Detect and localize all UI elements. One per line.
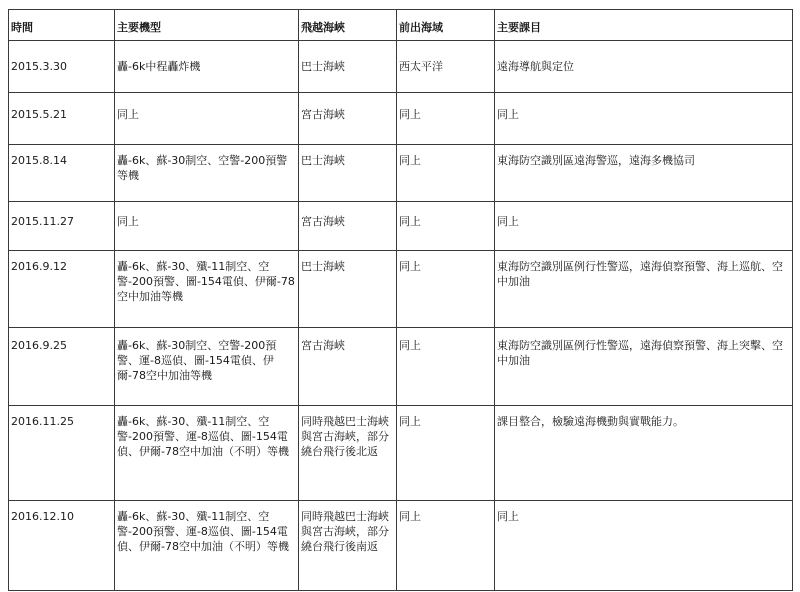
- flight-table: [8, 9, 793, 591]
- table-row: [9, 145, 793, 202]
- cell-aircraft: 同上: [115, 93, 299, 145]
- cell-strait: 同時飛越巴士海峽與宮古海峽，部分繞台飛行後北返: [299, 406, 397, 501]
- cell-aircraft: 轟-6k、蘇-30制空、空警-200預警、運-8巡偵、圖-154電偵、伊爾-78空中加油等機: [115, 328, 299, 406]
- cell-aircraft: 轟-6k、蘇-30制空、空警-200預警等機: [115, 145, 299, 202]
- cell-sea-area: 同上: [397, 501, 495, 591]
- cell-sea-area: 同上: [397, 145, 495, 202]
- table-header-row: [9, 10, 793, 41]
- cell-subjects: 東海防空識別區遠海警巡，遠海多機協司: [495, 145, 793, 202]
- cell-subjects: 遠海導航與定位: [495, 41, 793, 93]
- cell-strait: 同時飛越巴士海峽與宮古海峽，部分繞台飛行後南返: [299, 501, 397, 591]
- cell-time: 2015.5.21: [9, 93, 115, 145]
- cell-strait: 宮古海峽: [299, 93, 397, 145]
- cell-aircraft: 轟-6k、蘇-30、殲-11制空、空警-200預警、運-8巡偵、圖-154電偵、伊爾-78空中加油（不明）等機: [115, 501, 299, 591]
- cell-sea-area: 西太平洋: [397, 41, 495, 93]
- cell-subjects: 同上: [495, 93, 793, 145]
- cell-strait: 宮古海峽: [299, 202, 397, 251]
- cell-aircraft: 同上: [115, 202, 299, 251]
- cell-time: 2015.8.14: [9, 145, 115, 202]
- cell-time: 2015.3.30: [9, 41, 115, 93]
- table-row: [9, 93, 793, 145]
- cell-subjects: 同上: [495, 202, 793, 251]
- cell-strait: 宮古海峽: [299, 328, 397, 406]
- cell-subjects: 東海防空識別區例行性警巡，遠海偵察預警、海上突擊、空中加油: [495, 328, 793, 406]
- cell-sea-area: 同上: [397, 406, 495, 501]
- cell-strait: 巴士海峽: [299, 145, 397, 202]
- cell-time: 2016.9.25: [9, 328, 115, 406]
- cell-sea-area: 同上: [397, 93, 495, 145]
- table-row: [9, 501, 793, 591]
- cell-subjects: 同上: [495, 501, 793, 591]
- header-strait: 飛越海峽: [299, 10, 397, 41]
- table-row: [9, 328, 793, 406]
- header-time: 時間: [9, 10, 115, 41]
- cell-aircraft: 轟-6k、蘇-30、殲-11制空、空警-200預警、運-8巡偵、圖-154電偵、伊爾-78空中加油（不明）等機: [115, 406, 299, 501]
- table-row: [9, 406, 793, 501]
- cell-time: 2015.11.27: [9, 202, 115, 251]
- cell-aircraft: 轟-6k、蘇-30、殲-11制空、空警-200預警、圖-154電偵、伊爾-78空中加油等機: [115, 251, 299, 328]
- cell-strait: 巴士海峽: [299, 41, 397, 93]
- cell-time: 2016.11.25: [9, 406, 115, 501]
- cell-sea-area: 同上: [397, 328, 495, 406]
- cell-sea-area: 同上: [397, 251, 495, 328]
- header-aircraft: 主要機型: [115, 10, 299, 41]
- table-row: [9, 202, 793, 251]
- cell-subjects: 課目整合，檢驗遠海機動與實戰能力。: [495, 406, 793, 501]
- table-row: [9, 41, 793, 93]
- header-subjects: 主要課目: [495, 10, 793, 41]
- cell-sea-area: 同上: [397, 202, 495, 251]
- cell-aircraft: 轟-6k中程轟炸機: [115, 41, 299, 93]
- table-row: [9, 251, 793, 328]
- cell-strait: 巴士海峽: [299, 251, 397, 328]
- header-sea-area: 前出海域: [397, 10, 495, 41]
- cell-subjects: 東海防空識別區例行性警巡，遠海偵察預警、海上巡航、空中加油: [495, 251, 793, 328]
- cell-time: 2016.12.10: [9, 501, 115, 591]
- cell-time: 2016.9.12: [9, 251, 115, 328]
- cropped-caption: [8, 0, 308, 8]
